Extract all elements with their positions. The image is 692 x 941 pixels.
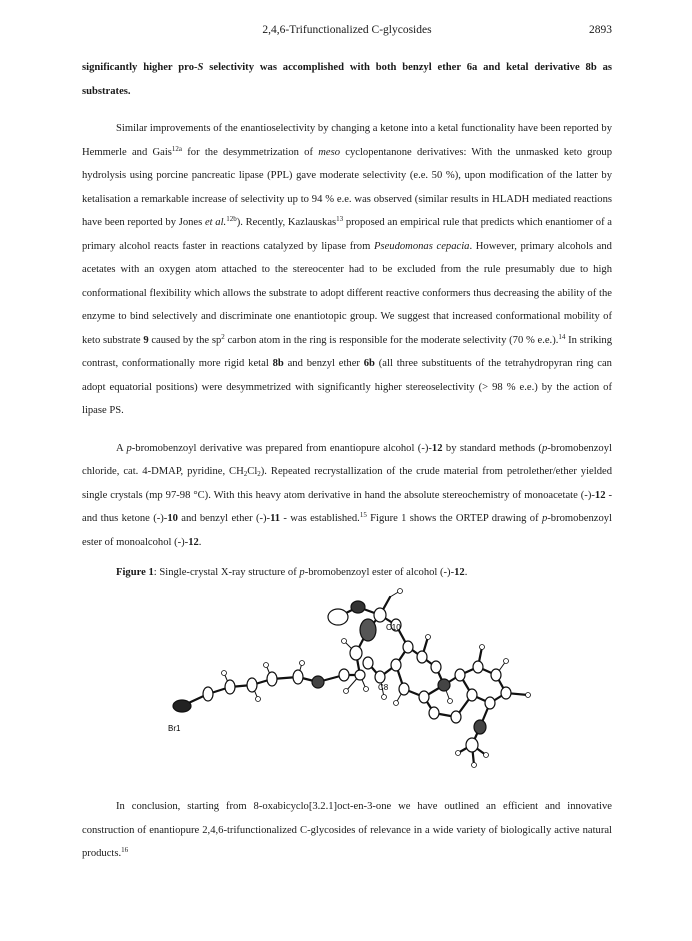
conclusion-paragraph: In conclusion, starting from 8-oxabicyclo[3.2.1]oct-en-3-one we have outlined an efficient and innovative construction of enantiopure 2,4,6-trifunctionalized C-glycosides of relevance in a wide variety of biologically active natural products.$^{16}$	[82, 801, 612, 859]
paragraph-3: A p-bromobenzoyl derivative was prepared from enantiopure alcohol (-)-12 by standard methods (p-bromobenzoyl chloride, cat. 4-DMAP, pyridine, $CH_2Cl_2$). Repeated recrystallization of the crude material from petrolether/ether yielded single crystals (mp 97-98 °C). With this heavy atom derivative in hand the absolute stereochemistry of monoacetate (-)-12 - and thus ketone (-)-10 and benzyl ether (-)-11 - was established.$^{15}$ Figure 1 shows the ORTEP drawing of p-bromobenzoyl ester of monoalcohol (-)-12.	[82, 442, 612, 548]
citation: 13	[336, 215, 344, 223]
compound-ref: 12	[594, 489, 606, 501]
compound-ref: 12	[188, 536, 199, 548]
figure-caption: Figure 1: Single-crystal X-ray structure of p-bromobenzoyl ester of alcohol (-)-12.	[116, 567, 468, 578]
atom-label-c10: C10	[386, 623, 401, 632]
ortep-figure	[160, 585, 540, 780]
running-header	[82, 24, 612, 42]
compound-ref: 10	[167, 513, 178, 524]
running-title: 2,4,6-Trifunctionalized C-glycosides	[262, 24, 432, 36]
compound-ref: 8b	[272, 358, 284, 369]
figure-label: Figure 1	[116, 567, 154, 578]
ortep-drawing	[160, 585, 540, 780]
compound-ref: 9	[143, 334, 149, 346]
paragraph-1: significantly higher pro-S selectivity was accomplished with both benzyl ether 6a and ketal derivative 8b as substrates.	[82, 62, 613, 97]
compound-ref: 12	[454, 567, 465, 578]
atom-label-br1: Br1	[168, 724, 181, 733]
citation: 15	[359, 511, 367, 519]
page-number: 2893	[589, 24, 612, 36]
compound-ref: 6a	[466, 62, 478, 73]
citation: 12b	[226, 215, 237, 223]
citation: 16	[121, 846, 129, 854]
citation: 12a	[171, 144, 183, 153]
citation: 14	[558, 332, 566, 341]
compound-ref: 6b	[363, 358, 375, 369]
compound-ref: 12	[431, 442, 443, 454]
compound-ref: 8b	[585, 62, 597, 73]
body-text	[82, 56, 612, 568]
atom-label-c8: C8	[378, 683, 389, 692]
paragraph-2: Similar improvements of the enantioselectivity by changing a ketone into a ketal functionality have been reported by Hemmerle and Gais$^{12a}$ for the desymmetrization of meso cyclopentanone derivatives: With the unmasked keto group hydrolysis using porcine pancreatic lipase (PPL) gave moderate selectivity (e.e. 50 %), upon modification of the latter by ketalisation a remarkable increase of selectivity up to 94 % e.e. was observed (similar results in HLADH mediated reactions have been reported by Jones et al.$^{12b}$). Recently, Kazlauskas$^{13}$ proposed an empirical rule that predicts which enantiomer of a primary alcohol reacts faster in reactions catalyzed by lipase from Pseudomonas cepacia. However, primary alcohols and acetates with an oxygen atom attached to the stereocenter had to be excluded from the rule presumably due to high conformational flexibility which allows the substrate to adopt different reactive conformers thus decreasing the ability of the enzyme to bind selectively and discriminate one enantiotopic group. We suggest that increased conformational mobility of keto substrate 9 caused by the $sp^2$ carbon atom in the ring is responsible for the moderate selectivity (70 % e.e.).$^{14}$ In striking contrast, conformationally more rigid ketal 8b and benzyl ether 6b (all three substituents of the tetrahydropyran ring can adopt equatorial positions) were desymmetrized with significantly higher stereoselectivity (> 98 % e.e.) by the action of lipase PS.	[82, 123, 613, 416]
compound-ref: 11	[270, 513, 281, 524]
